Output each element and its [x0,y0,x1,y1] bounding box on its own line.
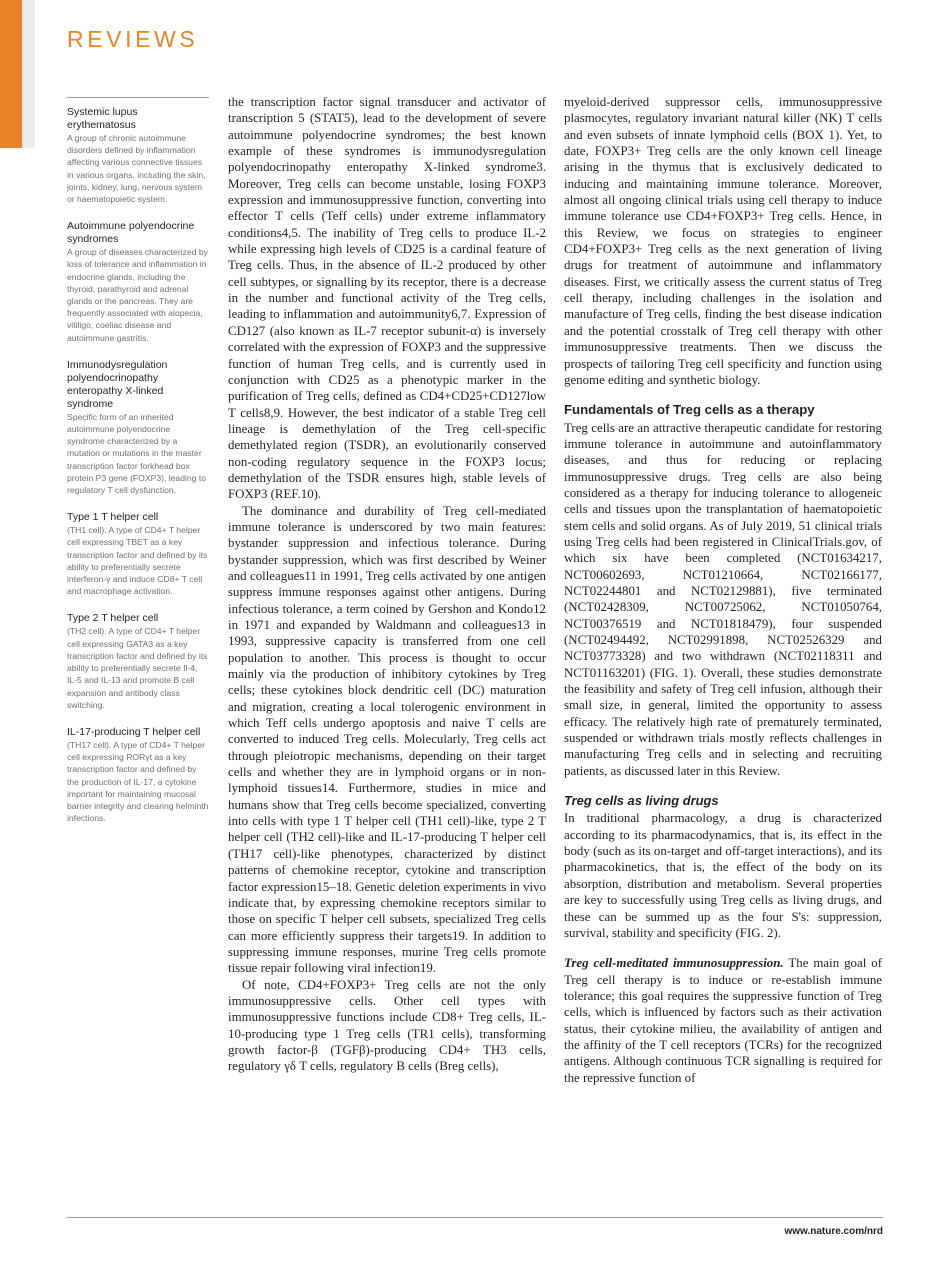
subsection-heading: Treg cells as living drugs [564,793,719,809]
body-paragraph: The dominance and durability of Treg cell-mediated immune tolerance is underscored by two main features: bystander suppression and infectious tolerance. During bystander suppression, which was first described by Weiner and colleagues11 in 1991, Treg cells activated by one antigen suppress immune responses against other antigens. During infectious tolerance, a term coined by Gershon and Kondo12 in 1971 and expanded by Waldmann and colleagues13 in 1993, suppressive capacity is transferred from one cell population to another. This process is thought to occur mainly via the production of inhibitory cytokines by Treg cells; these cytokines block dendritic cell (DC) maturation and migration, creating a local tolerogenic environment in which Teff cells undergo apoptosis and naive T cells are converted to induced Treg cells. Molecularly, Treg cells act through pleiotropic mechanisms, depending on their target cells and whether they are in lymphoid organs or in non-lymphoid tissues14. Furthermore, studies in mice and humans show that Treg cells become specialized, converting into cells with type 1 T helper cell (TH1 cell)-like, type 2 T helper cell (TH2 cell)-like and IL-17-producing T helper cell (TH17 cell)-like phenotypes, characterized by distinct patterns of chemokine receptor, cytokine and transcription factor expression15–18. Genetic deletion experiments in vivo indicate that, by expressing chemokine receptors similar to those on specific T helper cell subsets, specialized Treg cells can more efficiently suppress their targets19. In addition to suppressing immune responses, murine Treg cells promote tissue repair following viral infection19. [228,503,546,976]
body-paragraph [564,955,882,1086]
body-paragraph: myeloid-derived suppressor cells, immunosuppressive plasmocytes, regulatory invariant natural killer (NK) T cells and even subsets of innate lymphoid cells (BOX 1). Yet, to date, FOXP3+ Treg cells are the only known cell lineage arising in the thymus that is exclusively dedicated to inducing and maintaining immune tolerance. Moreover, almost all ongoing clinical trials using cell therapy to induce immune tolerance use CD4+FOXP3+ Treg cells. Hence, in this Review, we focus on strategies to engineer CD4+FOXP3+ Treg cells as the next generation of living drugs for treatment of autoimmune and inflammatory diseases. First, we critically assess the current status of Treg cell therapy, including challenges in the isolation and manufacture of Treg cells, finding the best disease indication and the potential crosstalk of Treg cell therapy with other immunosuppressive treatments. Then we discuss the prospects of tailoring Treg cell specificity and function using genome editing and synthetic biology. [564,95,882,387]
run-in-text: The main goal of Treg cell therapy is to induce or re-establish immune tolerance; this goal requires the suppressive function of Treg cells, which is influenced by factors such as their activation status, their cytokine milieu, the availability of antigen and the affinity of the T cell receptors (TCRs) for the recognized antigens. Although continuous TCR signalling is required for the repressive function of [564,956,882,1085]
glossary-definition: Specific form of an inherited autoimmune polyendocrine syndrome characterized by a mutation or mutations in the master transcription factor forkhead box protein P3 gene (FOXP3), leading to regulatory T cell dysfunction. [67,411,207,496]
section-accent-bar [0,0,22,148]
glossary-sidebar [67,97,209,839]
run-in-heading: Treg cell-meditated immunosuppression. [564,956,784,971]
body-column-right [564,94,882,1086]
section-heading: Fundamentals of Treg cells as a therapy [564,402,815,418]
glossary-term: IL-17-producing T helper cell [67,725,201,738]
glossary-definition: (TH1 cell). A type of CD4+ T helper cell expressing TBET as a key transcription factor and defined by its ability to preferentially secrete interferon-γ and induce CD8+ T cell and macrophage activation. [67,525,208,597]
footer-url: www.nature.com/nrd [784,1226,883,1237]
glossary-term: Immunodysregulation polyendocrinopathy enteropathy X-linked syndrome [67,358,168,410]
glossary-term: Autoimmune polyendocrine syndromes [67,220,195,246]
body-paragraph: Of note, CD4+FOXP3+ Treg cells are not the only immunosuppressive cells. Other cell types with immunosuppressive functions include CD8+ Treg cells, IL-10-producing type 1 Treg cells (TR1 cells), transforming growth factor-β (TGFβ)-producing CD4+ TH3 cells, regulatory γδ T cells, regulatory B cells (Breg cells), [228,977,546,1074]
glossary-entry [67,220,209,344]
body-column-left [228,94,546,1075]
glossary-term: Systemic lupus erythematosus [67,106,138,131]
footer-rule [67,1217,883,1218]
glossary-definition: (TH2 cell). A type of CD4+ T helper cell expressing GATA3 as a key transcription factor and defined by its ability to preferentially secrete Il-4, IL-5 and IL-13 and promote B cell expansion and antibody class switching. [67,626,208,710]
margin-strip [22,0,35,148]
glossary-definition: (TH17 cell). A type of CD4+ T helper cell expressing RORγt as a key transcription factor and defined by the production of IL-17, a cytokine important for maintaining mucosal barrier integrity and clearing helminth infections. [67,739,209,824]
glossary-entry [67,726,209,824]
glossary-term: Type 2 T helper cell [67,612,159,625]
glossary-entry [67,359,209,496]
glossary-entry [67,612,209,710]
section-label: REVIEWS [67,26,199,52]
glossary-entry [67,511,209,597]
glossary-definition: A group of diseases characterized by loss of tolerance and inflammation in endocrine glands, including the thyroid, parathyroid and adrenal glands or the pancreas. They are frequently associated with alopecia, vitiligo, coeliac disease and autoimmune gastritis. [67,247,208,343]
body-paragraph: In traditional pharmacology, a drug is characterized according to its pharmacodynamics, that is, its effect in the body (such as its on-target and off-target interactions), and its pharmacokinetics, that is, the effect of the body on its absorption, distribution and metabolism. Several properties are key to successfully using Treg cells as living drugs, and these can be summed up as the four S's: suppression, survival, stability and specificity (FIG. 2). [564,811,882,940]
glossary-entry [67,106,209,205]
glossary-definition: A group of chronic autoimmune disorders defined by inflammation affecting various connective tissues in various organs, including the skin, joints, kidney, lung, nervous system or haematopoietic system. [67,133,206,205]
body-paragraph: the transcription factor signal transducer and activator of transcription 5 (STAT5), lead to the development of severe autoimmune polyendocrine syndromes; the best known example of these syndromes is immunodysregulation polyendocrinopathy enteropathy X-linked syndrome3. Moreover, Treg cells can become unstable, losing FOXP3 expression and immunosuppressive function, converting into effector T cells (Teff cells) under extreme inflammatory conditions4,5. The inability of Treg cells to produce IL-2 while expressing high levels of CD25 is a cardinal feature of Treg cells. Thus, in the absence of IL-2 produced by other cell subtypes, or signalling by its receptor, there is a decrease in the number and functional activity of the Treg cells, leading to inflammation and autoimmunity6,7. Expression of CD127 (also known as IL-7 receptor subunit-α) is inversely correlated with the expression of FOXP3 and the suppressive function of human Treg cells, and is currently used in conjunction with CD25 as a phenotypic marker in the purification of Treg cells, defined as CD4+CD25+CD127low T cells8,9. However, the best indicator of a stable Treg cell lineage is demethylation of the Treg cell-specific demethylated region (TSDR), an evolutionarily conserved non-coding regulatory sequence in the FOXP3 locus; demethylation of the TSDR ensures high, stable levels of FOXP3 (REF.10). [228,95,546,502]
glossary-term: Type 1 T helper cell [67,511,159,524]
body-paragraph: Treg cells are an attractive therapeutic candidate for restoring immune tolerance in autoimmune and autoinflammatory diseases, and thus for reducing or replacing immunosuppressive drugs. Treg cells are also being considered as a therapy for inducing tolerance to allogeneic cells and tissues upon the transplantation of haematopoietic stem cells and solid organs. As of July 2019, 51 clinical trials using Treg cells had been registered in ClinicalTrials.gov, of which six have been completed (NCT01634217, NCT00602693, NCT01210664, NCT02166177, NCT02244801 and NCT02129881), five terminated (NCT02428309, NCT00725062, NCT01050764, NCT00376519 and NCT01818479), four suspended (NCT02494492, NCT02991898, NCT02526329 and NCT03773328) and two withdrawn (NCT02118311 and NCT01163201) (FIG. 1). Overall, these studies demonstrate the feasibility and safety of Treg cell infusion, although their small size, in general, limited the opportunity to assess efficacy. The relatively high rate of prematurely terminated, suspended or withdrawn trials mostly reflects challenges in manufacturing Treg cells and in selecting and recruiting patients, as discussed later in this Review. [564,420,882,778]
